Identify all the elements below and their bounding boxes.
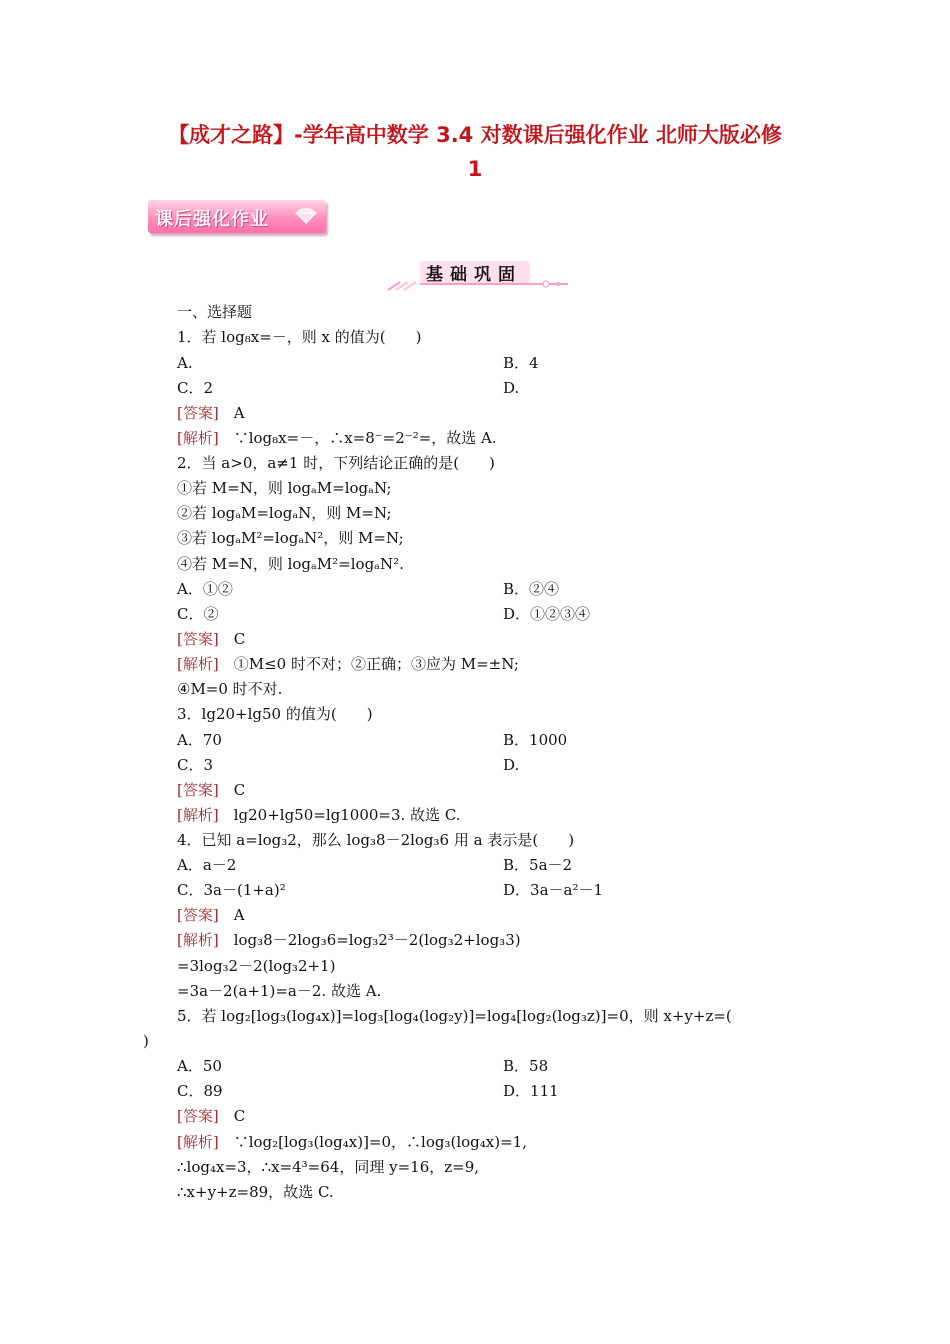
line-text: 一、选择题 — [177, 303, 253, 321]
text-line — [177, 327, 421, 347]
line-text: B．1000 — [503, 731, 568, 749]
line-text: 4．已知 a=log₃2，那么 log₃8－2log₃6 用 a 表示是( ) — [177, 831, 575, 849]
line-text: C．3a－(1+a)² — [177, 881, 286, 899]
text-line — [177, 981, 381, 1001]
line-text: D. — [503, 756, 520, 774]
text-line — [177, 1081, 223, 1101]
text-line — [177, 730, 222, 750]
line-text: A — [218, 906, 245, 924]
text-line — [177, 403, 245, 423]
text-line — [143, 1031, 149, 1051]
text-line — [503, 378, 519, 398]
text-line — [177, 579, 233, 599]
text-line — [177, 1056, 222, 1076]
answer-tag: [答案] — [177, 404, 219, 422]
line-text: A．50 — [177, 1057, 222, 1075]
line-text: 1．若 log₈x=－，则 x 的值为( ) — [177, 328, 422, 346]
text-line — [177, 780, 245, 800]
line-text: D．①②③④ — [503, 605, 591, 623]
text-line — [177, 604, 218, 624]
line-text: =3a－2(a+1)=a－2. 故选 A. — [177, 982, 382, 1000]
line-text: lg20+lg50=lg1000=3. 故选 C. — [218, 806, 461, 824]
text-line — [177, 302, 252, 322]
line-text: 3．lg20+lg50 的值为( ) — [177, 705, 373, 723]
text-line — [503, 1081, 559, 1101]
analysis-tag: [解析] — [177, 1133, 219, 1151]
line-text: C．② — [177, 605, 219, 623]
text-line — [177, 353, 193, 373]
text-line — [177, 1106, 245, 1126]
text-line — [177, 554, 404, 574]
text-line — [177, 378, 213, 398]
text-line — [177, 855, 236, 875]
text-line — [177, 1006, 732, 1026]
answer-tag: [答案] — [177, 1107, 219, 1125]
line-text: ∵log₈x=－，∴x=8⁻=2⁻²=，故选 A. — [218, 429, 497, 447]
text-line — [177, 1182, 334, 1202]
text-line — [177, 1157, 479, 1177]
line-text: C．2 — [177, 379, 214, 397]
text-line — [177, 930, 521, 950]
line-text: 2．当 a>0，a≠1 时，下列结论正确的是( ) — [177, 454, 495, 472]
text-line — [177, 679, 282, 699]
text-line — [503, 1056, 548, 1076]
line-text: C — [218, 1107, 246, 1125]
text-line — [177, 755, 213, 775]
line-text: ④M=0 时不对. — [177, 680, 283, 698]
line-text: ③若 logₐM²=logₐN²，则 M=N; — [177, 529, 404, 547]
text-line — [177, 503, 392, 523]
line-text: C．89 — [177, 1082, 223, 1100]
line-text: ①若 M=N，则 logₐM=logₐN; — [177, 479, 392, 497]
text-line — [177, 1132, 527, 1152]
text-line — [503, 730, 567, 750]
line-text: log₃8－2log₃6=log₃2³－2(log₃2+log₃3) — [218, 931, 521, 949]
line-text: B．4 — [503, 354, 539, 372]
title-line-1: 【成才之路】-学年高中数学 3.4 对数课后强化作业 北师大版必修 — [168, 123, 782, 147]
text-line — [177, 428, 497, 448]
line-text: B．②④ — [503, 580, 560, 598]
text-line — [177, 478, 392, 498]
text-line — [503, 855, 572, 875]
section-label: 基础巩固 — [426, 265, 522, 285]
line-text: 5．若 log₂[log₃(log₄x)]=log₃[log₄(log₂y)]=log₄[log₂(log₃z)]=0，则 x+y+z=( — [177, 1007, 732, 1025]
text-line — [177, 629, 245, 649]
banner-label: 课后强化作业 — [155, 209, 269, 230]
text-line — [177, 805, 461, 825]
text-line — [177, 704, 373, 724]
line-text: ①M≤0 时不对；②正确；③应为 M=±N; — [218, 655, 519, 673]
line-text: ∴x+y+z=89，故选 C. — [177, 1183, 334, 1201]
text-line — [503, 880, 603, 900]
analysis-tag: [解析] — [177, 429, 219, 447]
text-line — [177, 528, 404, 548]
line-text: ④若 M=N，则 logₐM²=logₐN². — [177, 555, 404, 573]
answer-tag: [答案] — [177, 630, 219, 648]
line-text: D. — [503, 379, 520, 397]
text-line — [177, 654, 519, 674]
text-line — [503, 353, 539, 373]
line-text: A — [218, 404, 245, 422]
line-text: B．5a－2 — [503, 856, 573, 874]
text-line — [177, 830, 574, 850]
line-text: ) — [143, 1032, 149, 1050]
text-line — [503, 579, 559, 599]
line-text: D．3a－a²－1 — [503, 881, 604, 899]
analysis-tag: [解析] — [177, 806, 219, 824]
line-text: A. — [177, 354, 193, 372]
line-text: A．a－2 — [177, 856, 237, 874]
text-line — [177, 905, 245, 925]
text-line — [503, 755, 519, 775]
text-line — [177, 453, 495, 473]
text-line — [503, 604, 590, 624]
line-text: ②若 logₐM=logₐN，则 M=N; — [177, 504, 392, 522]
title-line-2: 1 — [467, 157, 483, 181]
line-text: =3log₃2－2(log₃2+1) — [177, 957, 336, 975]
answer-tag: [答案] — [177, 906, 219, 924]
line-text: A．①② — [177, 580, 233, 598]
line-text: C — [218, 630, 246, 648]
text-line — [177, 956, 335, 976]
analysis-tag: [解析] — [177, 655, 219, 673]
line-text: C — [218, 781, 246, 799]
line-text: ∴log₄x=3，∴x=4³=64，同理 y=16，z=9, — [177, 1158, 480, 1176]
answer-tag: [答案] — [177, 781, 219, 799]
line-text: B．58 — [503, 1057, 549, 1075]
analysis-tag: [解析] — [177, 931, 219, 949]
line-text: D．111 — [503, 1082, 559, 1100]
text-line — [177, 880, 286, 900]
line-text: C．3 — [177, 756, 214, 774]
line-text: ∵log₂[log₃(log₄x)]=0，∴log₃(log₄x)=1, — [218, 1133, 527, 1151]
line-text: A．70 — [177, 731, 222, 749]
